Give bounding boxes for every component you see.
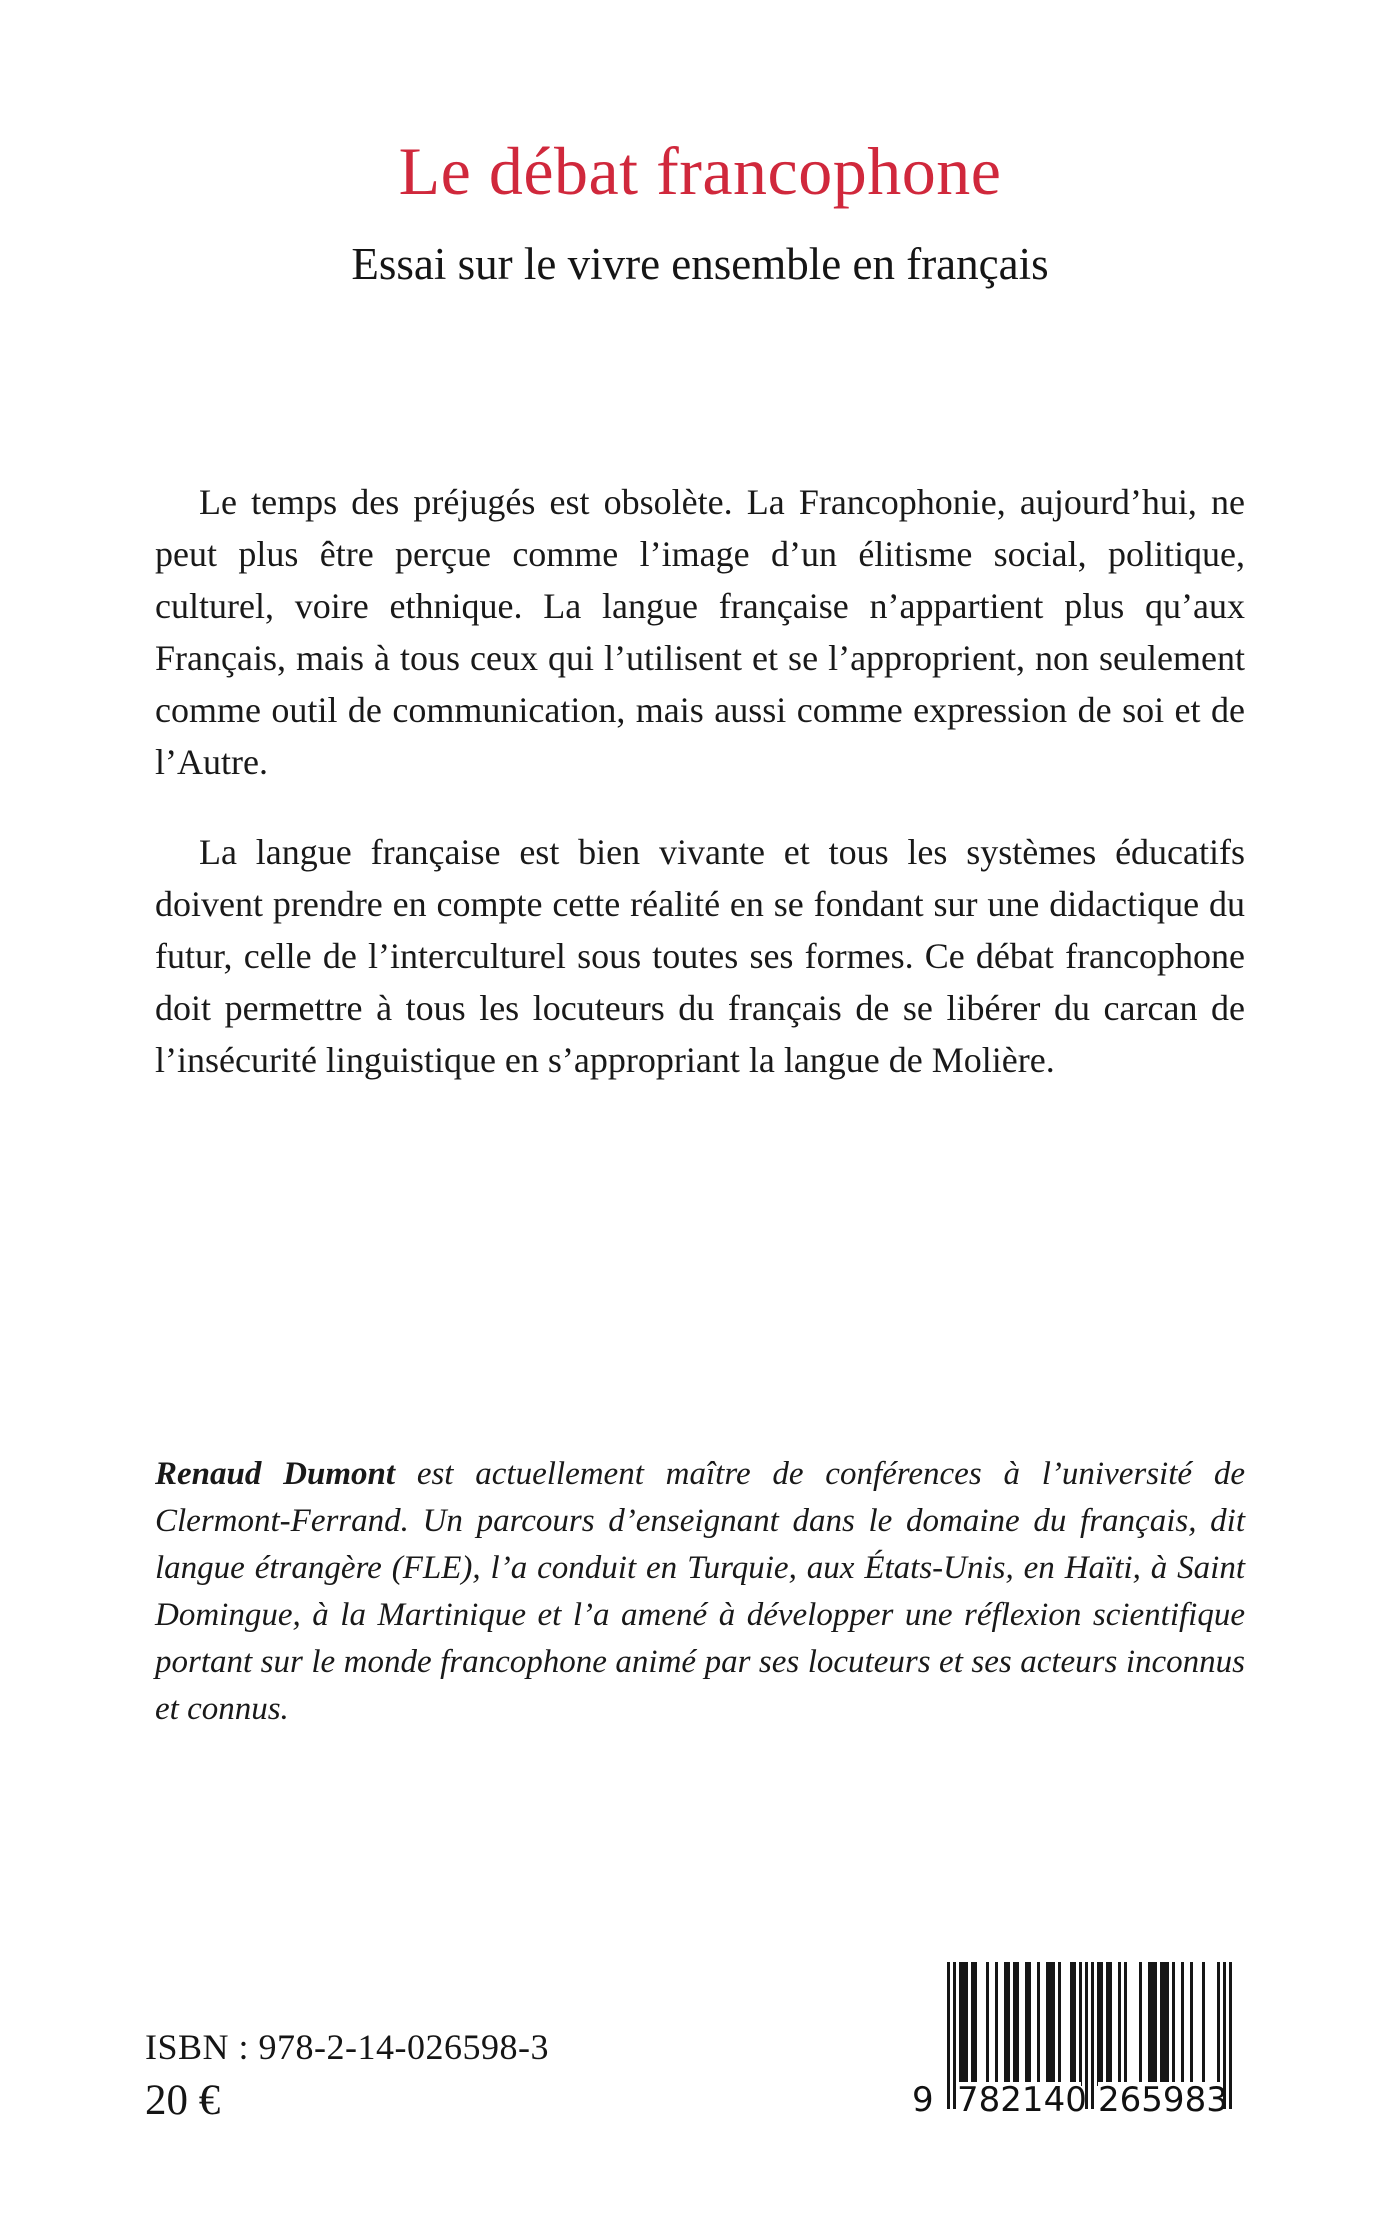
book-title: Le débat francophone xyxy=(398,133,1002,209)
synopsis xyxy=(155,476,1245,1124)
author-bio xyxy=(155,1451,1245,1733)
synopsis-paragraph-2: La langue française est bien vivante et tous les systèmes éducatifs doivent prendre en compte cette réalité en se fondant sur une didactique du futur, celle de l’interculturel sous toutes ses formes. Ce débat francophone doit permettre à tous les locuteurs du français de se libérer du carcan de l’insécurité linguistique en s’appropriant la langue de Molière. xyxy=(155,832,1245,1080)
synopsis-paragraph-1: Le temps des préjugés est obsolète. La Francophonie, aujourd’hui, ne peut plus être perçue comme l’image d’un élitisme social, politique, culturel, voire ethnique. La langue française n’appartient plus qu’aux Français, mais à tous ceux qui l’utilisent et se l’approprient, non seulement comme outil de communication, mais aussi comme expression de soi et de l’Autre. xyxy=(155,482,1245,782)
barcode-first-digit: 9 xyxy=(912,2080,934,2120)
price-text: 20 € xyxy=(145,2077,221,2124)
barcode-right-digits: 265983 xyxy=(1098,2080,1228,2120)
author-name: Renaud Dumont xyxy=(155,1456,396,1492)
author-bio-text: est actuellement maître de conférences à l’université de Clermont-Ferrand. Un parcours d’enseignant dans le domaine du français, dit langue étrangère (FLE), l’a conduit en Turquie, aux États-Unis, en Haïti, à Saint Domingue, à la Martinique et l’a amené à développer une réflexion scientifique portant sur le monde francophone animé par ses locuteurs et ses acteurs inconnus et connus. xyxy=(155,1456,1245,1727)
isbn-text: ISBN : 978-2-14-026598-3 xyxy=(145,2027,549,2067)
author-bio-paragraph xyxy=(155,1451,1245,1733)
book-subtitle: Essai sur le vivre ensemble en français xyxy=(351,239,1049,289)
ean13-barcode xyxy=(912,1962,1232,2120)
barcode-left-digits: 782140 xyxy=(957,2080,1087,2120)
